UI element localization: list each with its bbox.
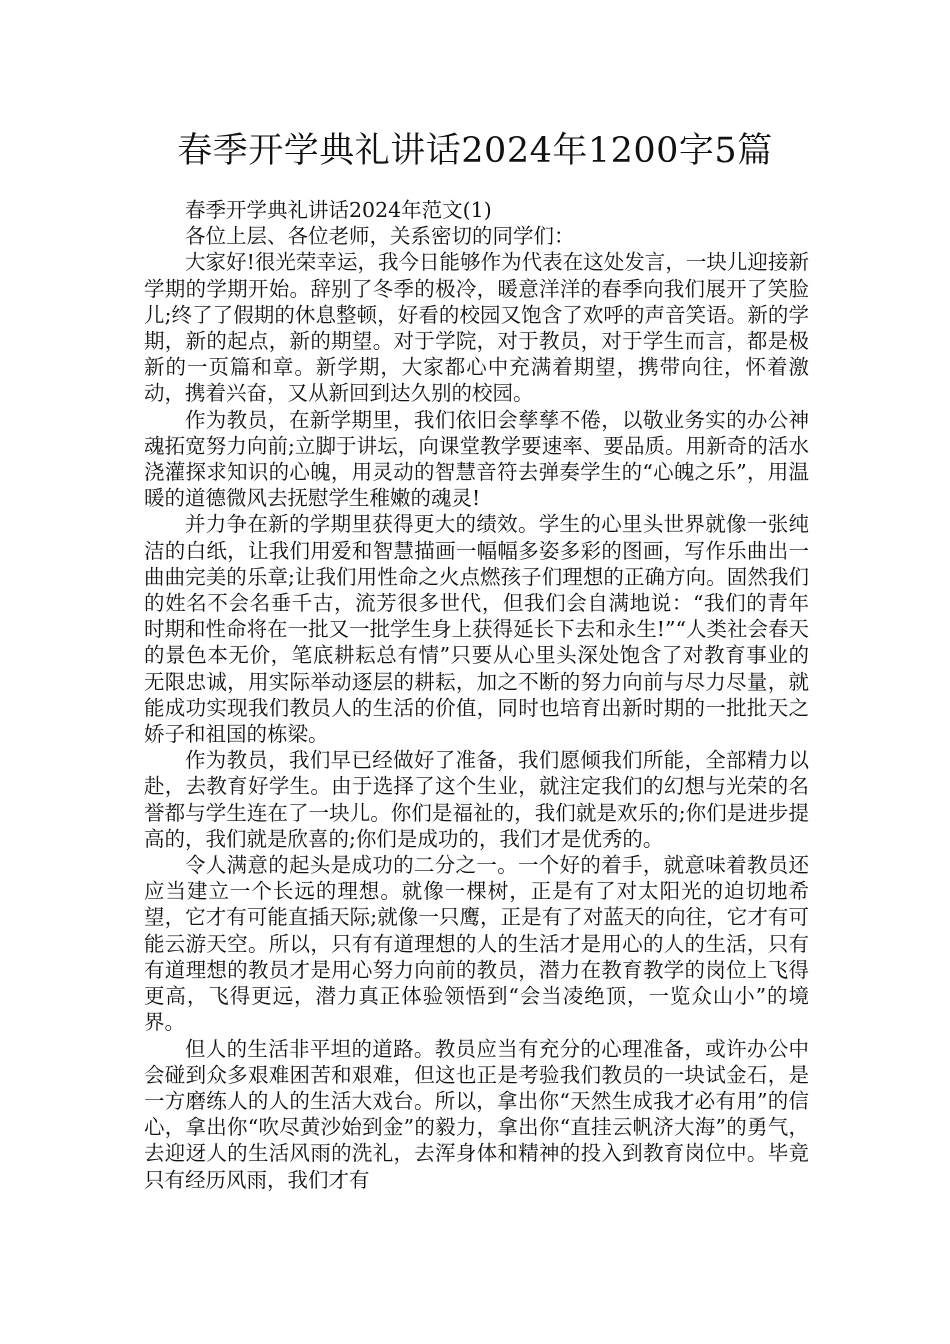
- salutation: 各位上层、各位老师，关系密切的同学们：: [185, 224, 575, 249]
- document-title: 春季开学典礼讲话2024年1200字5篇: [177, 131, 773, 171]
- body-paragraph-2: 作为教员，在新学期里，我们依旧会孳孳不倦，以敬业务实的办公神魂拓宽努力向前;立脚于讲坛，向课堂教学要速率、要品质。用新奇的活水浇灌探求知识的心魄，用灵动的智慧音符去弹奏学生的“心魄之乐”，用温暖的道德微风去抚慰学生稚嫩的魂灵!: [144, 407, 809, 511]
- body-paragraph-3: 并力争在新的学期里获得更大的绩效。学生的心里头世界就像一张纯洁的白纸，让我们用爱和智慧描画一幅幅多姿多彩的图画，写作乐曲出一曲曲完美的乐章;让我们用性命之火点燃孩子们理想的正确方向。固然我们的姓名不会名垂千古，流芳很多世代，但我们会自满地说：“我们的青年时期和性命将在一批又一批学生身上获得延长下去和永生!”“人类社会春天的景色本无价，笔底耕耘总有情”只要从心里头深处饱含了对教育事业的无限忠诚，用实际举动逐层的耕耘，加之不断的努力向前与尽力尽量，就能成功实现我们教员人的生活的价值，同时也培育出新时期的一批批天之娇子和祖国的栋梁。: [144, 512, 809, 747]
- body-paragraph-4: 作为教员，我们早已经做好了准备，我们愿倾我们所能，全部精力以赴，去教育好学生。由于选择了这个生业，就注定我们的幻想与光荣的名誉都与学生连在了一块儿。你们是福祉的，我们就是欢乐的;你们是进步提高的，我们就是欣喜的;你们是成功的，我们才是优秀的。: [144, 748, 809, 851]
- document-body: [144, 197, 809, 1193]
- section-heading: 春季开学典礼讲话2024年范文(1): [185, 198, 492, 222]
- body-paragraph-5: 令人满意的起头是成功的二分之一。一个好的着手，就意味着教员还应当建立一个长远的理想。就像一棵树，正是有了对太阳光的迫切地希望，它才有可能直插天际;就像一只鹰，正是有了对蓝天的向往，它才有可能云游天空。所以，只有有道理想的人的生活才是用心的人的生活，只有有道理想的教员才是用心努力向前的教员，潜力在教育教学的岗位上飞得更高，飞得更远，潜力真正体验领悟到“会当凌绝顶，一览众山小”的境界。: [144, 853, 809, 1035]
- body-paragraph-1: 大家好!很光荣幸运，我今日能够作为代表在这处发言，一块儿迎接新学期的学期开始。辞别了冬季的极冷，暖意洋洋的春季向我们展开了笑脸儿;终了了假期的休息整顿，好看的校园又饱含了欢呼的声音笑语。新的学期，新的起点，新的期望。对于学院，对于教员，对于学生而言，都是极新的一页篇和章。新学期，大家都心中充满着期望，携带向往，怀着激动，携着兴奋，又从新回到达久别的校园。: [144, 250, 809, 406]
- body-paragraph-6: 但人的生活非平坦的道路。教员应当有充分的心理准备，或许办公中会碰到众多艰难困苦和艰难，但这也正是考验我们教员的一块试金石，是一方磨练人的人的生活大戏台。所以，拿出你“天然生成我才必有用”的信心，拿出你“吹尽黄沙始到金”的毅力，拿出你“直挂云帆济大海”的勇气，去迎迓人的生活风雨的洗礼，去浑身体和精神的投入到教育岗位中。毕竟只有经历风雨，我们才有: [144, 1036, 809, 1192]
